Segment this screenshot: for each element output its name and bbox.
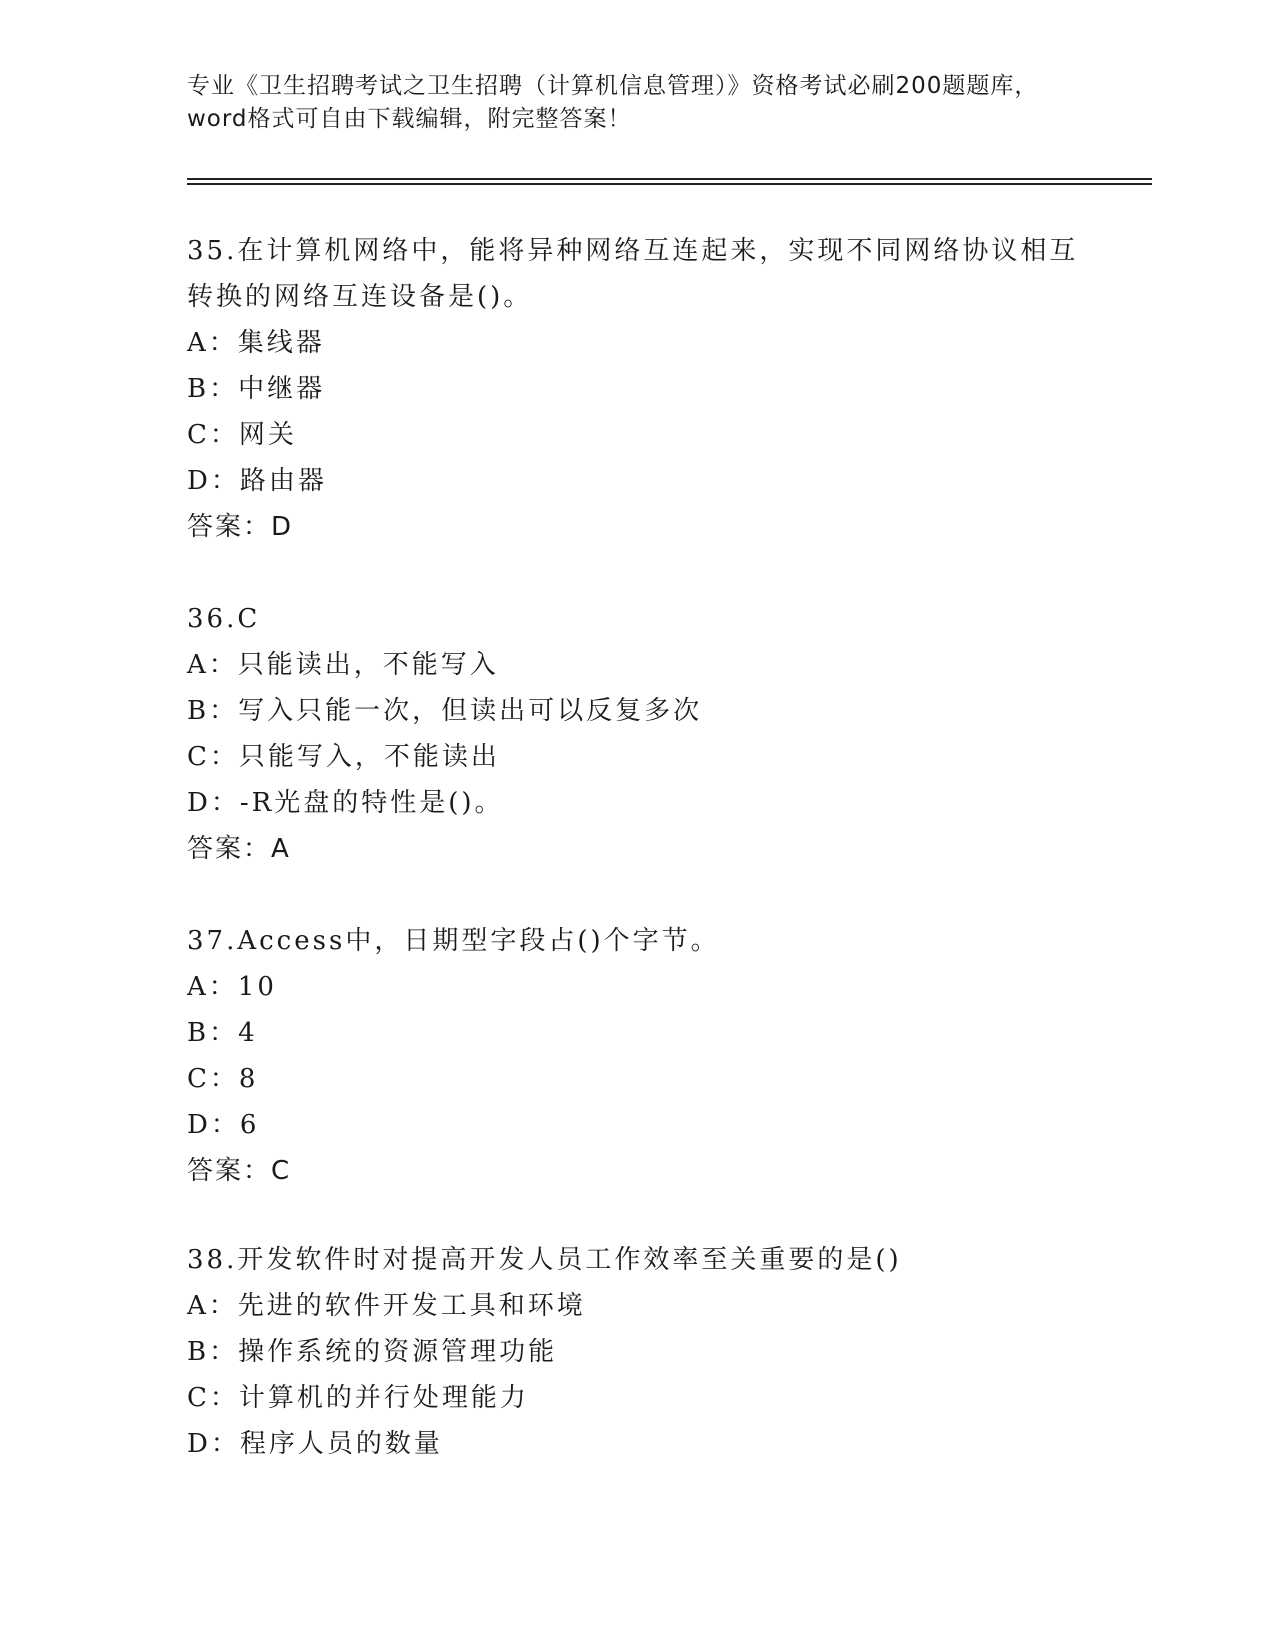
question-38 [187,1237,1087,1467]
question-stem-continued: 转换的网络互连设备是()。 [187,282,533,312]
question-35 [187,228,1087,550]
header-divider-top [187,178,1152,180]
question-stem: 36.C [187,604,261,634]
question-stem: 35.在计算机网络中，能将异种网络互连起来，实现不同网络协议相互 [187,236,1079,266]
header-divider-bottom [187,183,1152,185]
option-a: A：集线器 [187,328,325,358]
answer-line: 答案：A [187,834,291,864]
document-header [187,70,1087,136]
question-36 [187,596,1087,872]
question-stem: 38.开发软件时对提高开发人员工作效率至关重要的是() [187,1245,902,1275]
option-a: A：10 [187,972,277,1002]
option-d: D：6 [187,1110,260,1140]
answer-line: 答案：D [187,512,294,542]
option-c: C：只能写入，不能读出 [187,742,500,772]
option-c: C：8 [187,1064,259,1094]
header-line-2: word格式可自由下载编辑，附完整答案！ [187,106,632,132]
option-c: C：计算机的并行处理能力 [187,1383,529,1413]
header-line-1: 专业《卫生招聘考试之卫生招聘（计算机信息管理）》资格考试必刷200题题库， [187,73,1039,99]
option-b: B：中继器 [187,374,326,404]
option-a: A：先进的软件开发工具和环境 [187,1291,586,1321]
question-37 [187,918,1087,1194]
option-d: D：程序人员的数量 [187,1429,443,1459]
option-b: B：4 [187,1018,258,1048]
option-d: D：-R光盘的特性是()。 [187,788,504,818]
option-c: C：网关 [187,420,297,450]
option-a: A：只能读出，不能写入 [187,650,499,680]
option-b: B：写入只能一次，但读出可以反复多次 [187,696,703,726]
option-d: D：路由器 [187,466,327,496]
answer-line: 答案：C [187,1156,292,1186]
option-b: B：操作系统的资源管理功能 [187,1337,558,1367]
question-stem: 37.Access中，日期型字段占()个字节。 [187,926,720,956]
